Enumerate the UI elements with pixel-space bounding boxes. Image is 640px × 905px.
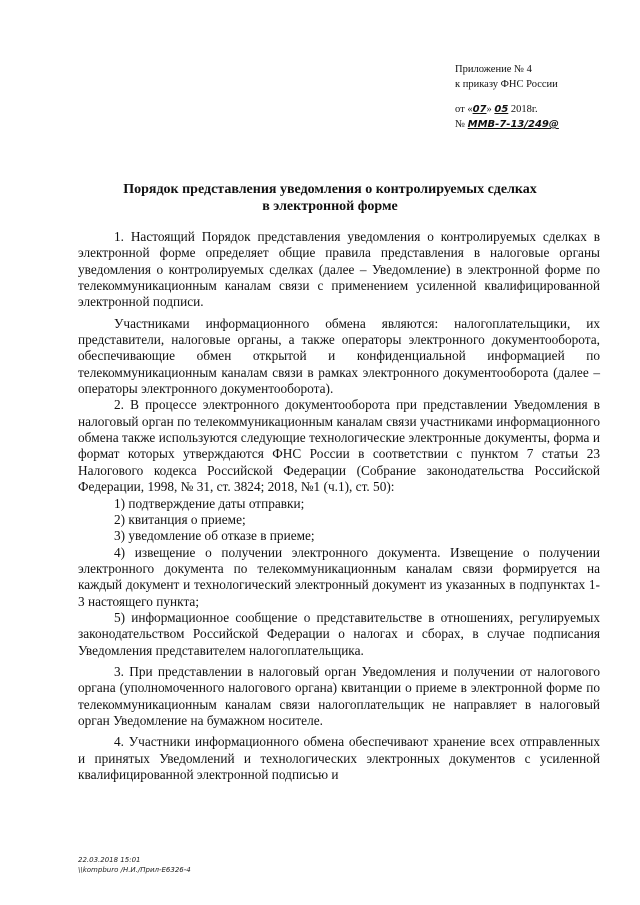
list-item-3: 3) уведомление об отказе в приеме; xyxy=(114,528,315,544)
title-line-2: в электронной форме xyxy=(262,199,398,214)
paragraph-participants: Участниками информационного обмена являются: налогоплательщики, их представители, налоговые органы, а также операторы электронного документооборота, обеспечивающие обмен открытой и конфиденциальной информацией по телекоммуникационным каналам связи в рамках электронного документооборота (далее – операторы электронного документооборота). xyxy=(78,315,600,397)
paragraph-4: 4. Участники информационного обмена обеспечивают хранение всех отправленных и принятых Уведомлений и технологических электронных документов с усиленной квалифицированной электронной подписью и xyxy=(78,734,600,782)
order-day: 07 xyxy=(472,104,487,115)
number-prefix: № xyxy=(455,119,466,130)
order-number xyxy=(455,117,625,132)
footer-timestamp: 22.03.2018 15:01 xyxy=(78,856,141,864)
order-number-value: ММВ-7-13/249@ xyxy=(467,119,559,130)
paragraph-1: 1. Настоящий Порядок представления уведомления о контролируемых сделках в электронной форме определяет общие правила представления в налоговые органы уведомления о контролируемых сделках (далее – Уведомление) в электронной форме по телекоммуникационным каналам связи с применением усиленной квалифицированной электронной подписи. xyxy=(78,229,600,310)
document-body xyxy=(78,229,600,783)
order-month: 05 xyxy=(494,104,509,115)
list-item-4: 4) извещение о получении электронного документа. Извещение о получении электронного документа по телекоммуникационным каналам связи формируется на каждый документ и технологический электронный документ из указанных в подпунктах 1-3 настоящего пункта; xyxy=(78,544,600,609)
order-date: от «07» 05 2018г. xyxy=(455,104,538,115)
title-line-1: Порядок представления уведомления о контролируемых сделках xyxy=(123,182,537,197)
order-reference: к приказу ФНС России xyxy=(455,79,558,90)
paragraph-3: 3. При представлении в налоговый орган Уведомления и получении от налогового органа (уполномоченного налогового органа) квитанции о приеме в электронной форме по телекоммуникационным каналам связи налогоплательщик не направляет в налоговый орган Уведомление на бумажном носителе. xyxy=(78,663,600,728)
paragraph-2: 2. В процессе электронного документооборота при представлении Уведомления в налоговый орган по телекоммуникационным каналам связи участниками информационного обмена также используются следующие технологические электронные документы, форма и формат которых утверждаются ФНС России в соответствии с пунктом 7 статьи 23 Налогового кодекса Российской Федерации (Собрание законодательства Российской Федерации, 1998, № 31, ст. 3824; 2018, №1 (ч.1), ст. 50): xyxy=(78,397,600,495)
list-item-5: 5) информационное сообщение о представительстве в отношениях, регулируемых законодательством Российской Федерации о налогах и сборах, в случае подписания Уведомления представителем налогоплательщика. xyxy=(78,609,600,658)
appendix-number: Приложение № 4 xyxy=(455,64,532,75)
list-item-2: 2) квитанция о приеме; xyxy=(114,511,246,527)
list-item-1: 1) подтверждение даты отправки; xyxy=(114,495,305,511)
date-prefix: от xyxy=(455,104,465,115)
footer-path: \\kompburo /Н.И./Прил-Е6326-4 xyxy=(78,866,191,874)
file-footer xyxy=(78,855,191,875)
document-title xyxy=(60,181,600,215)
order-year: 2018г. xyxy=(510,104,538,115)
appendix-header xyxy=(455,62,625,132)
